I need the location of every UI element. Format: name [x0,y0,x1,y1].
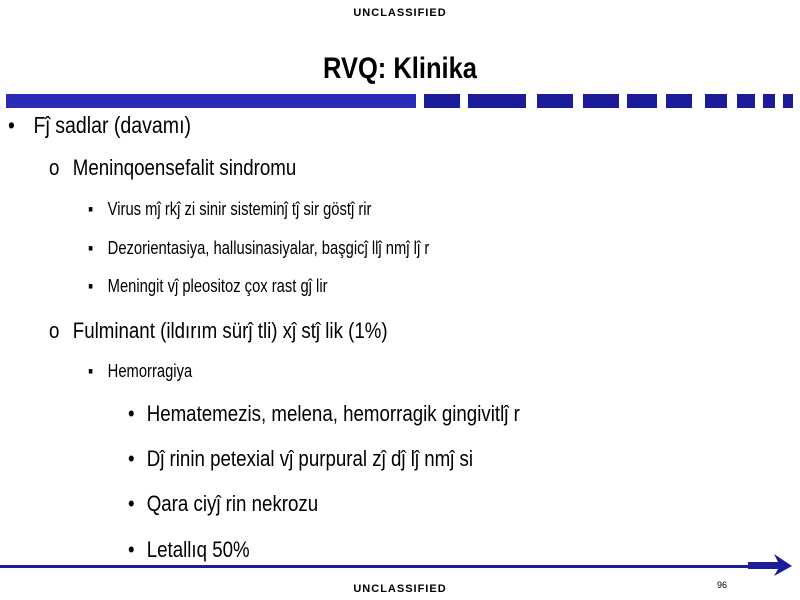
bullet-marker: • [128,446,135,471]
bullet-item [128,537,250,563]
bullet-item [8,112,191,139]
bullet-item [128,401,520,427]
bullet-text: Dĵ rinin petexial vĵ purpural zĵ dĵ lĵ nmĵ si [146,446,474,471]
bullet-item [49,155,296,181]
footer-rule [0,565,760,568]
bullet-text: Fĵ sadlar (davamı) [33,112,192,138]
classification-banner-bottom: UNCLASSIFIED [353,583,447,595]
bullet-marker: ▪ [88,238,94,258]
bullet-item [128,491,318,517]
bullet-text: Hemorragiya [107,361,193,381]
bullet-marker: • [128,537,135,562]
bullet-text: Letallıq 50% [146,537,250,562]
bullet-item [88,276,328,297]
bullet-text: Qara ciyĵ rin nekrozu [146,491,319,516]
bullet-text: Hematemezis, melena, hemorragik gingivitlĵ r [146,401,520,426]
classification-banner-top: UNCLASSIFIED [353,7,447,19]
bullet-item [128,446,473,472]
bullet-text: Virus mĵ rkĵ zi sinir sisteminĵ tĵ sir göstĵ rir [107,199,372,219]
page-number: 96 [717,580,728,590]
slide-title: RVQ: Klinika [322,52,477,85]
bullet-item [88,238,429,259]
arrow-icon [748,554,792,576]
bullet-marker: • [128,491,135,516]
bullet-item [88,199,371,220]
bullet-marker: ▪ [88,276,94,296]
bullet-text: Meningit vĵ pleositoz çox rast gĵ lir [107,276,328,296]
bullet-marker: ▪ [88,199,94,219]
bullet-marker: • [8,112,15,138]
bullet-marker: • [128,401,135,426]
bullet-marker: ▪ [88,361,94,381]
bullet-marker: o [49,155,60,180]
bullet-item [49,318,388,344]
bullet-text: Dezorientasiya, hallusinasiyalar, başgicĵ llĵ nmĵ lĵ r [107,238,430,258]
bullet-text: Meninqoensefalit sindromu [72,155,297,180]
bullet-text: Fulminant (ildırım sürĵ tli) xĵ stĵ lik (1%) [72,318,388,343]
bullet-marker: o [49,318,60,343]
bullet-item [88,361,192,382]
